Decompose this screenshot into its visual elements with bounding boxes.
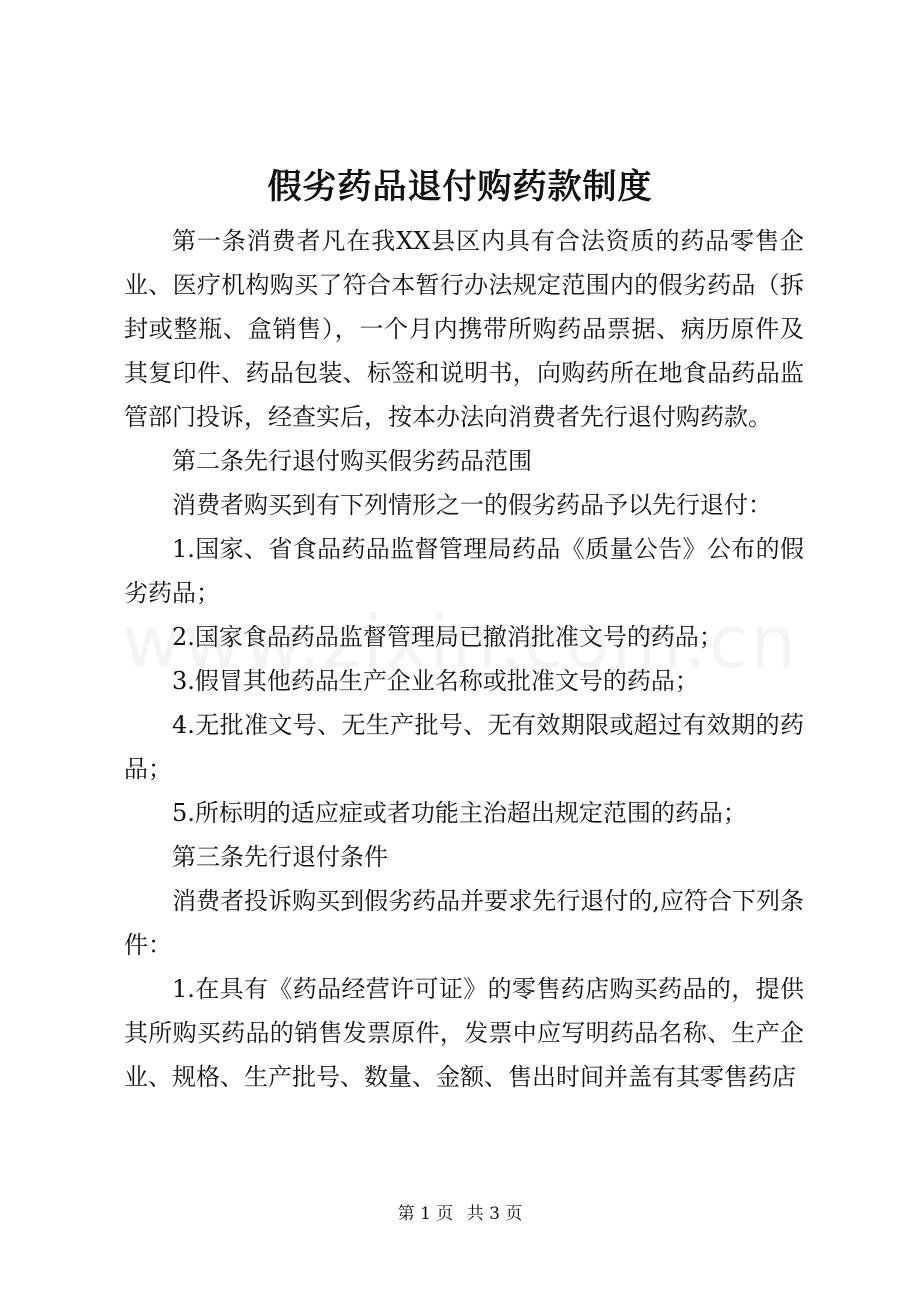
paragraph-scope-item-3: 3.假冒其他药品生产企业名称或批准文号的药品； — [172, 667, 699, 695]
document-body — [124, 219, 804, 1099]
paragraph-article-2-heading: 第二条先行退付购买假劣药品范围 — [172, 447, 532, 475]
page-total: 共 3 页 — [466, 1204, 523, 1224]
page-number: 第 1 页 — [397, 1204, 454, 1224]
paragraph-condition-item-1: 1.在具有《药品经营许可证》的零售药店购买药品的，提供其所购买药品的销售发票原件，发票中应写明药品名称、生产企业、规格、生产批号、数量、金额、售出时间并盖有其零售药店 — [124, 975, 804, 1091]
paragraph-scope-item-4: 4.无批准文号、无生产批号、无有效期限或超过有效期的药品； — [124, 711, 804, 783]
document-title: 假劣药品退付购药款制度 — [267, 167, 653, 207]
paragraph-scope-item-5: 5.所标明的适应症或者功能主治超出规定范围的药品； — [172, 799, 747, 827]
page-footer — [0, 1202, 920, 1226]
paragraph-article-1: 第一条消费者凡在我XX县区内具有合法资质的药品零售企业、医疗机构购买了符合本暂行办法规定范围内的假劣药品（拆封或整瓶、盒销售），一个月内携带所购药品票据、病历原件及其复印件、药品包装、标签和说明书，向购药所在地食品药品监管部门投诉，经查实后，按本办法向消费者先行退付购药款。 — [124, 227, 804, 431]
paragraph-scope-intro: 消费者购买到有下列情形之一的假劣药品予以先行退付： — [172, 491, 772, 519]
paragraph-scope-item-2: 2.国家食品药品监督管理局已撤消批准文号的药品； — [172, 623, 723, 651]
paragraph-article-3-heading: 第三条先行退付条件 — [172, 843, 388, 871]
paragraph-scope-item-1: 1.国家、省食品药品监督管理局药品《质量公告》公布的假劣药品； — [124, 535, 804, 607]
paragraph-conditions-intro: 消费者投诉购买到假劣药品并要求先行退付的,应符合下列条件： — [124, 887, 804, 959]
